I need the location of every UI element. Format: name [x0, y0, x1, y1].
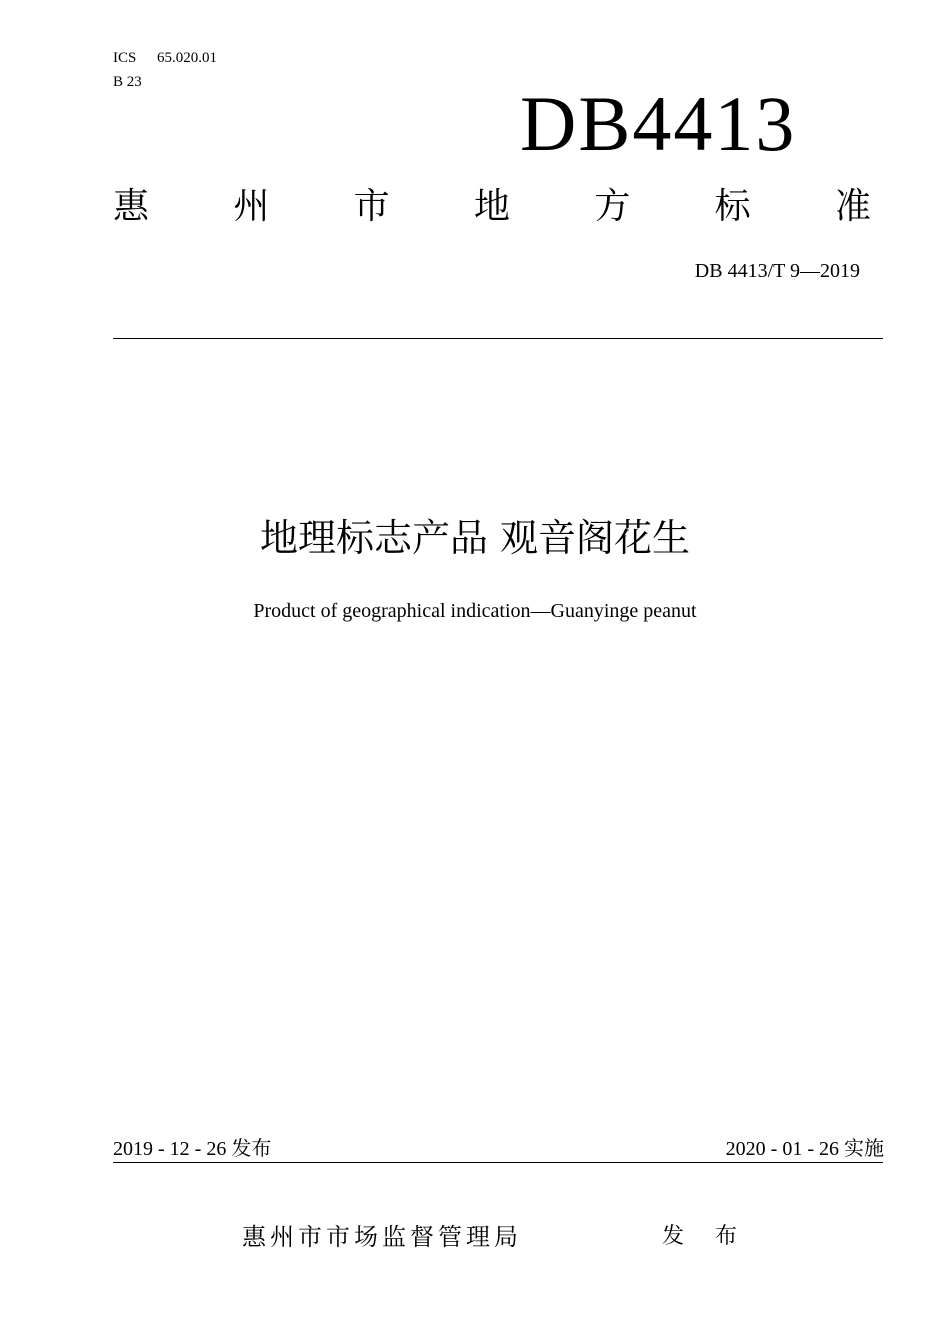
standard-type-char: 方: [594, 186, 631, 227]
bottom-divider: [113, 1162, 883, 1163]
standard-type-title: [113, 184, 871, 230]
standard-type-char: 标: [714, 186, 751, 227]
standard-type-char: 地: [473, 186, 510, 227]
standard-type-char: 市: [353, 186, 390, 227]
implementation-date: 2020 - 01 - 26 实施: [725, 1138, 884, 1160]
issue-date: 2019 - 12 - 26 发布: [113, 1138, 272, 1160]
top-divider: [113, 338, 883, 339]
publish-label: 发 布: [662, 1224, 749, 1249]
db-code: DB4413: [520, 80, 797, 167]
english-title: Product of geographical indication—Guanyinge peanut: [253, 600, 697, 622]
publisher-name: 惠州市市场监督管理局: [242, 1223, 522, 1251]
chinese-title: 地理标志产品 观音阁花生: [259, 516, 691, 560]
standard-number: DB 4413/T 9—2019: [694, 260, 860, 282]
standard-type-char: 准: [834, 186, 871, 227]
standard-type-char: 惠: [113, 186, 150, 227]
ics-classification: [113, 48, 217, 68]
ics-label: ICS: [113, 50, 137, 66]
standard-type-char: 州: [233, 186, 270, 227]
ics-code: 65.020.01: [157, 50, 217, 66]
ccs-code: B 23: [113, 74, 142, 90]
